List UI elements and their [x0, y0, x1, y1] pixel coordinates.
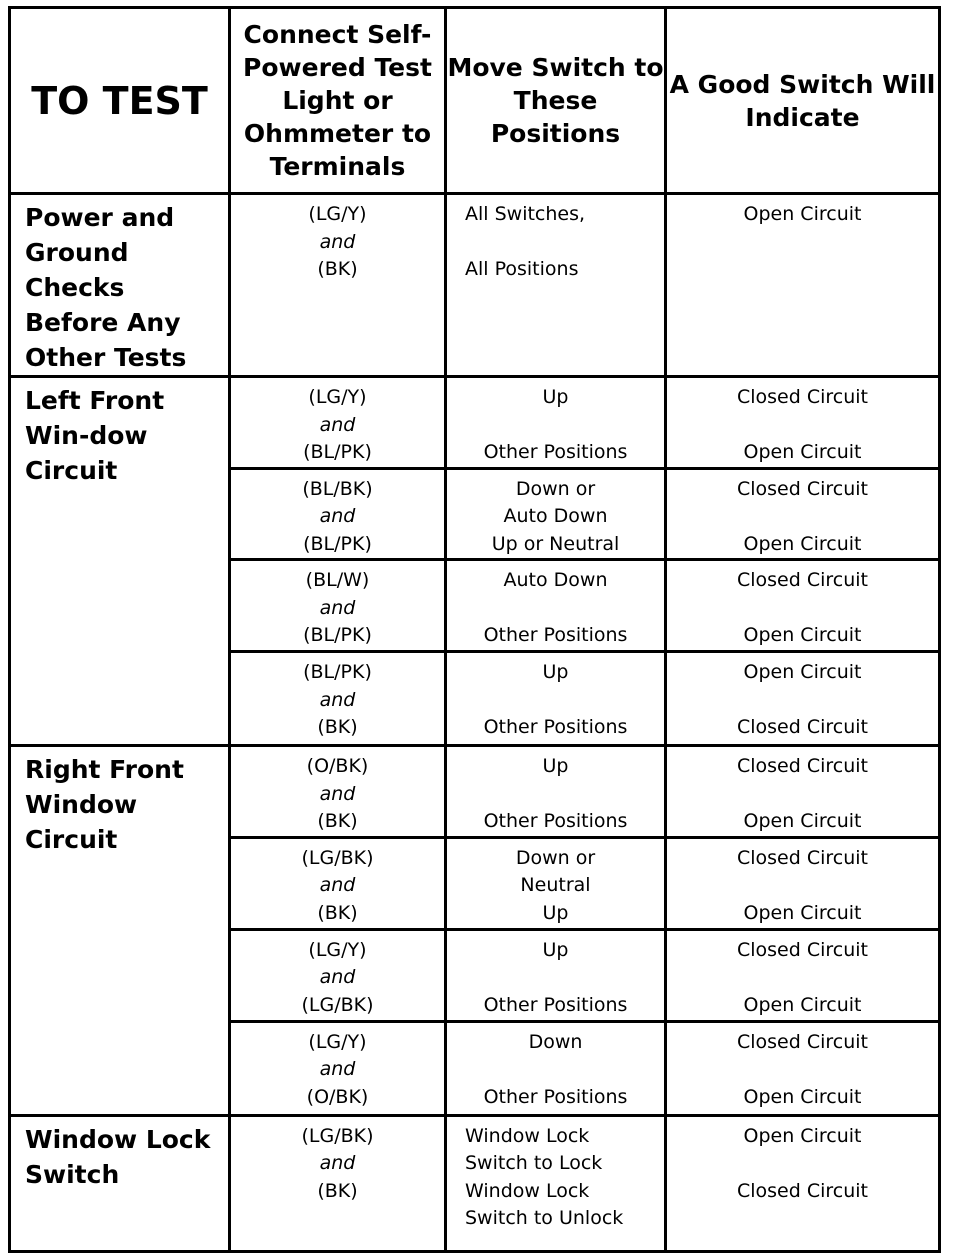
positions-line: Other Positions: [483, 993, 628, 1016]
terminals-cell: [230, 1115, 446, 1251]
terminals-line: (BL/BK): [302, 477, 373, 500]
positions-line: Switch to Unlock: [465, 1207, 624, 1229]
indication-line: Closed Circuit: [736, 569, 868, 591]
positions-cell: [446, 560, 666, 652]
positions-line: Down or: [515, 477, 596, 500]
terminals-line: (BK): [317, 810, 358, 832]
indication-line: Open Circuit: [743, 203, 862, 225]
positions-line: Other Positions: [483, 716, 628, 738]
terminals-line: (O/BK): [306, 1085, 369, 1108]
terminals-cell: [230, 468, 446, 560]
indication-line: [667, 229, 938, 257]
table-row: [10, 746, 940, 838]
positions-line: Auto Down: [503, 569, 608, 591]
indication-line: Closed Circuit: [736, 386, 868, 408]
positions-cell: [446, 746, 666, 838]
terminals-line: (LG/BK): [301, 1124, 374, 1147]
indication-line: [667, 872, 938, 900]
indication-line: [667, 964, 938, 992]
header-move-switch: Move Switch to These Positions: [446, 8, 666, 194]
positions-cell: [446, 1021, 666, 1115]
indication-cell: [666, 652, 940, 746]
and-connector: and: [319, 596, 356, 619]
table-row: [10, 377, 940, 469]
indication-line: Open Circuit: [743, 624, 862, 646]
positions-line: Neutral: [520, 874, 591, 896]
terminals-line: (LG/BK): [301, 993, 374, 1016]
positions-line: Switch to Lock: [465, 1152, 603, 1174]
indication-line: Open Circuit: [743, 441, 862, 463]
terminals-cell: [230, 377, 446, 469]
terminals-line: (BK): [317, 901, 358, 924]
indication-cell: [666, 929, 940, 1021]
indication-line: Open Circuit: [743, 993, 862, 1016]
positions-line: Down or: [515, 846, 596, 869]
positions-line: Other Positions: [483, 441, 628, 463]
positions-cell: [446, 929, 666, 1021]
indication-line: Open Circuit: [743, 661, 862, 683]
indication-line: Closed Circuit: [736, 938, 868, 961]
terminals-line: (BL/PK): [303, 624, 372, 646]
indication-line: [667, 412, 938, 440]
terminals-line: (BL/PK): [303, 661, 372, 683]
table-row: [10, 194, 940, 377]
positions-line: Window Lock: [465, 1179, 590, 1202]
terminals-cell: [230, 837, 446, 929]
indication-line: [667, 1056, 938, 1084]
indication-cell: [666, 468, 940, 560]
indication-cell: [666, 377, 940, 469]
positions-line: All Positions: [465, 258, 579, 280]
indication-line: Open Circuit: [743, 532, 862, 555]
header-to-test: TO TEST: [10, 8, 230, 194]
positions-line: Down: [528, 1030, 583, 1053]
positions-line: Up: [542, 938, 569, 961]
indication-line: Closed Circuit: [736, 1179, 868, 1202]
indication-line: Closed Circuit: [736, 755, 868, 777]
positions-line: Window Lock: [465, 1124, 590, 1147]
terminals-line: (BK): [317, 716, 358, 738]
indication-line: Open Circuit: [743, 1085, 862, 1108]
positions-line: [447, 412, 664, 440]
indication-line: [667, 503, 938, 531]
and-connector: and: [319, 230, 356, 253]
terminals-cell: [230, 560, 446, 652]
indication-line: Open Circuit: [743, 810, 862, 832]
positions-line: Up: [542, 755, 569, 777]
positions-cell: [446, 837, 666, 929]
positions-line: [447, 781, 664, 809]
positions-line: [447, 1056, 664, 1084]
and-connector: and: [319, 505, 356, 527]
indication-line: Closed Circuit: [736, 477, 868, 500]
switch-test-table: [8, 6, 941, 1253]
indication-line: Closed Circuit: [736, 716, 868, 738]
table-row: [10, 1115, 940, 1251]
terminals-line: (LG/Y): [308, 1030, 367, 1053]
terminals-cell: [230, 746, 446, 838]
indication-cell: [666, 1021, 940, 1115]
terminals-cell: [230, 652, 446, 746]
positions-cell: [446, 377, 666, 469]
indication-line: Closed Circuit: [736, 1030, 868, 1053]
indication-line: [667, 1150, 938, 1178]
terminals-line: (BK): [317, 1179, 358, 1202]
positions-line: [447, 964, 664, 992]
indication-cell: [666, 560, 940, 652]
indication-cell: [666, 746, 940, 838]
terminals-line: (O/BK): [306, 755, 369, 777]
terminals-line: (LG/Y): [308, 386, 367, 408]
terminals-line: (LG/BK): [301, 846, 374, 869]
positions-line: Auto Down: [503, 505, 608, 527]
positions-line: Other Positions: [483, 1085, 628, 1108]
positions-line: [447, 687, 664, 715]
positions-line: Up: [542, 386, 569, 408]
positions-cell: [446, 194, 666, 377]
terminals-cell: [230, 1021, 446, 1115]
terminals-line: (BK): [317, 258, 358, 280]
positions-line: Other Positions: [483, 624, 628, 646]
positions-line: Up: [542, 661, 569, 683]
positions-line: [465, 229, 664, 257]
terminals-line: (BL/PK): [303, 532, 372, 555]
section-label-left-front-win-dow-circuit: Left Front Win-dow Circuit: [10, 377, 230, 746]
indication-line: [667, 256, 938, 284]
and-connector: and: [319, 688, 356, 711]
and-connector: and: [319, 782, 356, 805]
positions-cell: [446, 1115, 666, 1251]
header-row: [10, 8, 940, 194]
indication-cell: [666, 194, 940, 377]
terminals-line: (LG/Y): [308, 938, 367, 961]
and-connector: and: [319, 1152, 356, 1174]
and-connector: and: [319, 874, 356, 896]
section-label-power-and-ground-checks-before-any-other-tests: Power and Ground Checks Before Any Other Tests: [10, 194, 230, 377]
section-label-right-front-window-circuit: Right Front Window Circuit: [10, 746, 230, 1116]
indication-cell: [666, 1115, 940, 1251]
header-good-switch: A Good Switch Will Indicate: [666, 8, 940, 194]
indication-line: [667, 595, 938, 623]
terminals-line: (BL/PK): [303, 441, 372, 463]
header-connect-terminals: Connect Self-Powered Test Light or Ohmmeter to Terminals: [230, 8, 446, 194]
positions-line: All Switches,: [465, 203, 586, 225]
positions-cell: [446, 468, 666, 560]
indication-cell: [666, 837, 940, 929]
indication-line: Closed Circuit: [736, 846, 868, 869]
terminals-line: (LG/Y): [308, 203, 367, 225]
indication-line: [667, 781, 938, 809]
and-connector: and: [319, 966, 356, 988]
indication-line: Open Circuit: [743, 1124, 862, 1147]
section-label-window-lock-switch: Window Lock Switch: [10, 1115, 230, 1251]
positions-line: Other Positions: [483, 810, 628, 832]
terminals-cell: [230, 194, 446, 377]
and-connector: and: [319, 413, 356, 436]
indication-line: Open Circuit: [743, 901, 862, 924]
positions-cell: [446, 652, 666, 746]
terminals-cell: [230, 929, 446, 1021]
positions-line: Up: [542, 901, 569, 924]
and-connector: and: [319, 1058, 356, 1080]
positions-line: [447, 595, 664, 623]
terminals-line: (BL/W): [305, 569, 370, 591]
indication-line: [667, 687, 938, 715]
positions-line: Up or Neutral: [491, 532, 620, 555]
